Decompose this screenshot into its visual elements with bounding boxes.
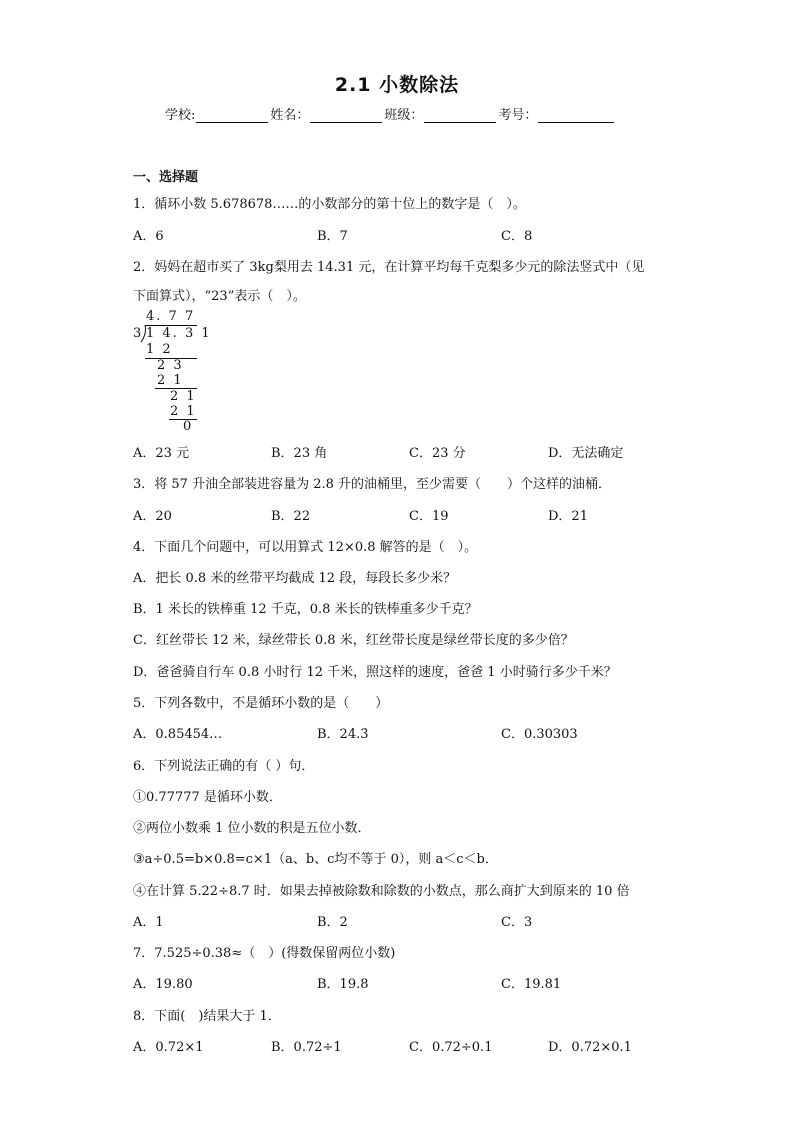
q2-option-b: B．23 角 — [271, 446, 328, 461]
division-dividend: 1 4. 3 1 — [146, 326, 212, 341]
q2-option-d: D．无法确定 — [548, 446, 624, 461]
q1-option-a: A．6 — [133, 229, 164, 244]
q2-option-c: C．23 分 — [409, 446, 466, 461]
q6-option-b: B．2 — [317, 915, 348, 930]
q1-option-c: C．8 — [501, 229, 533, 244]
q8-option-a: A．0.72×1 — [133, 1040, 204, 1055]
q6-statement-1: ①0.77777 是循环小数． — [133, 790, 282, 805]
section-heading: 一、选择题 — [133, 170, 199, 185]
page-title: 2.1 小数除法 — [334, 74, 460, 96]
q5-option-c: C．0.30303 — [501, 727, 578, 742]
division-remainder: 0 — [183, 419, 194, 434]
school-label: 学校: — [165, 108, 196, 123]
q5-option-a: A．0.85454… — [133, 727, 223, 742]
division-step-4: 2 1 — [170, 389, 197, 404]
division-step-1: 1 2 — [146, 342, 173, 357]
division-quotient: 4. 7 7 — [146, 309, 196, 324]
division-divisor: 3 — [133, 326, 144, 341]
q6-statement-2: ②两位小数乘 1 位小数的积是五位小数． — [133, 821, 371, 836]
q8-option-d: D．0.72×0.1 — [548, 1040, 632, 1055]
q4-option-d: D．爸爸骑自行车 0.8 小时行 12 千米，照这样的速度，爸爸 1 小时骑行多少千米？ — [133, 665, 617, 680]
q6-option-a: A．1 — [133, 915, 164, 930]
long-division-figure — [133, 309, 213, 434]
q2-option-a: A．23 元 — [133, 446, 190, 461]
q5-option-b: B．24.3̇ — [317, 727, 369, 742]
q3-option-a: A．20 — [133, 509, 172, 524]
question-5-stem: 5．下列各数中，不是循环小数的是（ ） — [133, 696, 389, 711]
question-3-stem: 3．将 57 升油全部装进容量为 2.8 升的油桶里，至少需要（ ）个这样的油桶． — [133, 477, 612, 492]
q3-option-b: B．22 — [271, 509, 311, 524]
division-step-3: 2 1 — [157, 373, 184, 388]
student-info-line — [165, 104, 616, 123]
question-2-stem-line2: 下面算式），“23”表示（ ）。 — [133, 289, 306, 304]
q1-option-b: B．7 — [317, 229, 348, 244]
class-blank — [424, 108, 496, 123]
q7-option-a: A．19.80 — [133, 977, 193, 992]
division-step-2: 2 3 — [157, 358, 184, 373]
name-label: 姓名： — [270, 108, 310, 123]
question-7-stem: 7．7.525÷0.38≈（ ）(得数保留两位小数) — [133, 946, 396, 961]
q8-option-c: C．0.72÷0.1 — [409, 1040, 493, 1055]
q4-option-a: A．把长 0.8 米的丝带平均截成 12 段，每段长多少米？ — [133, 571, 457, 586]
question-2-stem-line1: 2．妈妈在超市买了 3kg梨用去 14.31 元，在计算平均每千克梨多少元的除法竖式中（见 — [133, 260, 645, 275]
q6-statement-3: ③a÷0.5=b×0.8=c×1（a、b、c均不等于 0），则 a＜c＜b． — [133, 852, 498, 867]
school-blank — [196, 108, 268, 123]
name-blank — [310, 108, 382, 123]
question-8-stem: 8．下面( )结果大于 1． — [133, 1009, 281, 1024]
question-4-stem: 4．下面几个问题中，可以用算式 12×0.8 解答的是（ ）。 — [133, 540, 478, 555]
q3-option-c: C．19 — [409, 509, 449, 524]
q7-option-b: B．19.8 — [317, 977, 369, 992]
q4-option-c: C．红丝带长 12 米，绿丝带长 0.8 米，红丝带长度是绿丝带长度的多少倍？ — [133, 633, 574, 648]
q7-option-c: C．19.81 — [501, 977, 562, 992]
class-label: 班级： — [384, 108, 424, 123]
q3-option-d: D．21 — [548, 509, 588, 524]
question-1-stem: 1．循环小数 5.678678……的小数部分的第十位上的数字是（ ）。 — [133, 197, 526, 212]
division-step-5: 2 1 — [170, 404, 197, 419]
number-blank — [538, 108, 614, 123]
question-6-stem: 6．下列说法正确的有（ ）句． — [133, 759, 315, 774]
q6-option-c: C．3 — [501, 915, 533, 930]
q6-statement-4: ④在计算 5.22÷8.7 时．如果去掉被除数和除数的小数点，那么商扩大到原来的 10 倍 — [133, 884, 630, 899]
q4-option-b: B．1 米长的铁棒重 12 千克，0.8 米长的铁棒重多少千克？ — [133, 602, 478, 617]
number-label: 考号： — [498, 108, 538, 123]
q8-option-b: B．0.72÷1 — [271, 1040, 342, 1055]
